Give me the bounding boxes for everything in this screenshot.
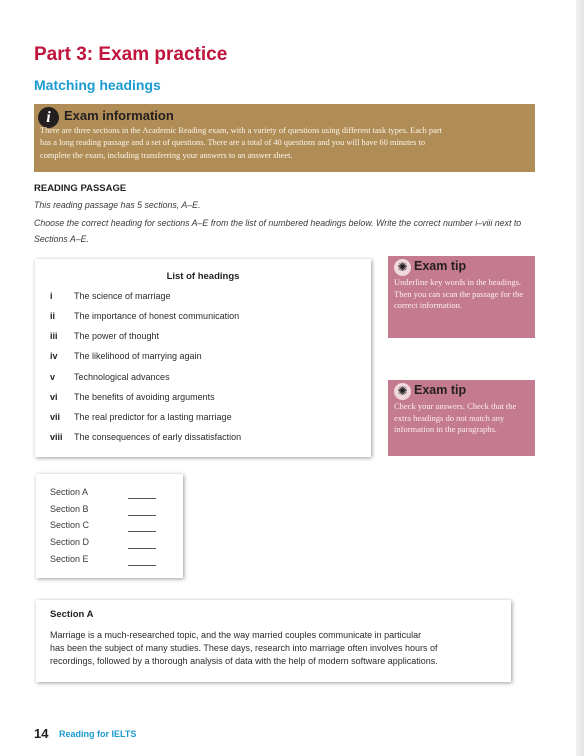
section-answer-row	[50, 520, 89, 534]
section-subtitle: Matching headings	[34, 77, 161, 93]
reading-instruction: Choose the correct heading for sections A–E from the list of numbered headings below. Write the correct number i–viii next to Sections A–E.	[34, 218, 522, 244]
exam-tip-box	[388, 380, 535, 456]
part-title: Part 3: Exam practice	[34, 44, 228, 65]
exam-tip-title: Exam tip	[414, 259, 467, 273]
heading-text: The likelihood of marrying again	[74, 351, 202, 361]
heading-text: The benefits of avoiding arguments	[74, 392, 215, 402]
passage-line: recordings, followed by a thorough analysis of data with the help of modern software applications.	[50, 656, 438, 667]
exam-tip-box	[388, 256, 535, 338]
heading-number: vi	[50, 392, 58, 402]
exam-information-text	[40, 125, 532, 162]
answer-blank[interactable]	[128, 531, 156, 532]
page-edge	[576, 0, 584, 756]
heading-number: iii	[50, 331, 58, 341]
lightbulb-icon: ✺	[394, 259, 411, 276]
heading-number: v	[50, 372, 56, 382]
section-label: Section D	[50, 537, 90, 547]
heading-text: The real predictor for a lasting marriage	[74, 412, 232, 422]
exam-tip-text: Check your answers. Check that the extra headings do not match any information in the paragraphs.	[394, 401, 517, 434]
lightbulb-icon: ✺	[394, 383, 411, 400]
info-icon: i	[38, 107, 59, 128]
passage-section-box	[36, 600, 511, 682]
answer-blank[interactable]	[128, 565, 156, 566]
answer-blank[interactable]	[128, 498, 156, 499]
heading-number: vii	[50, 412, 61, 422]
heading-number: i	[50, 291, 53, 301]
exam-information-title: Exam information	[64, 108, 174, 123]
heading-text: The power of thought	[74, 331, 160, 341]
heading-number: iv	[50, 351, 58, 361]
section-answer-row	[50, 487, 88, 501]
answer-blank[interactable]	[128, 515, 156, 516]
heading-number: viii	[50, 432, 63, 442]
heading-text: The science of marriage	[74, 291, 171, 301]
section-label: Section E	[50, 554, 89, 564]
section-answer-row	[50, 504, 89, 518]
section-label: Section A	[50, 487, 89, 497]
heading-text: The importance of honest communication	[74, 311, 240, 321]
reading-passage-heading: READING PASSAGE	[34, 183, 127, 194]
list-of-headings-box	[35, 259, 371, 457]
exam-information-box	[34, 104, 535, 172]
section-answer-row	[50, 554, 89, 568]
list-of-headings-title: List of headings	[166, 271, 240, 282]
section-answer-row	[50, 537, 89, 551]
passage-section-title: Section A	[50, 609, 94, 620]
exam-information-line: There are three sections in the Academic Reading exam, with a variety of questions using different task types. Each part	[40, 126, 442, 135]
passage-line: Marriage is a much-researched topic, and the way married couples communicate in particular	[50, 630, 422, 640]
answer-blank[interactable]	[128, 548, 156, 549]
passage-text	[50, 629, 500, 669]
exam-information-line: complete the exam, including transferring your answers to an answer sheet.	[40, 150, 293, 160]
exam-information-line: has a long reading passage and a set of questions. There are a total of 40 questions and you will have 60 minutes to	[40, 138, 426, 148]
answer-sections-box	[36, 474, 183, 578]
exam-tip-text: Underline key words in the headings. Then you can scan the passage for the correct information.	[394, 277, 524, 310]
section-label: Section B	[50, 504, 89, 514]
reading-instruction: This reading passage has 5 sections, A–E.	[34, 200, 201, 210]
heading-text: The consequences of early dissatisfaction	[74, 432, 242, 442]
passage-line: has been the subject of many studies. These days, research into marriage often involves hours of	[50, 643, 438, 654]
heading-number: ii	[50, 311, 56, 321]
exam-tip-title: Exam tip	[414, 383, 467, 397]
heading-text: Technological advances	[74, 372, 170, 382]
book-title: Reading for IELTS	[59, 729, 137, 739]
page-number: 14	[34, 726, 49, 741]
section-label: Section C	[50, 520, 90, 530]
